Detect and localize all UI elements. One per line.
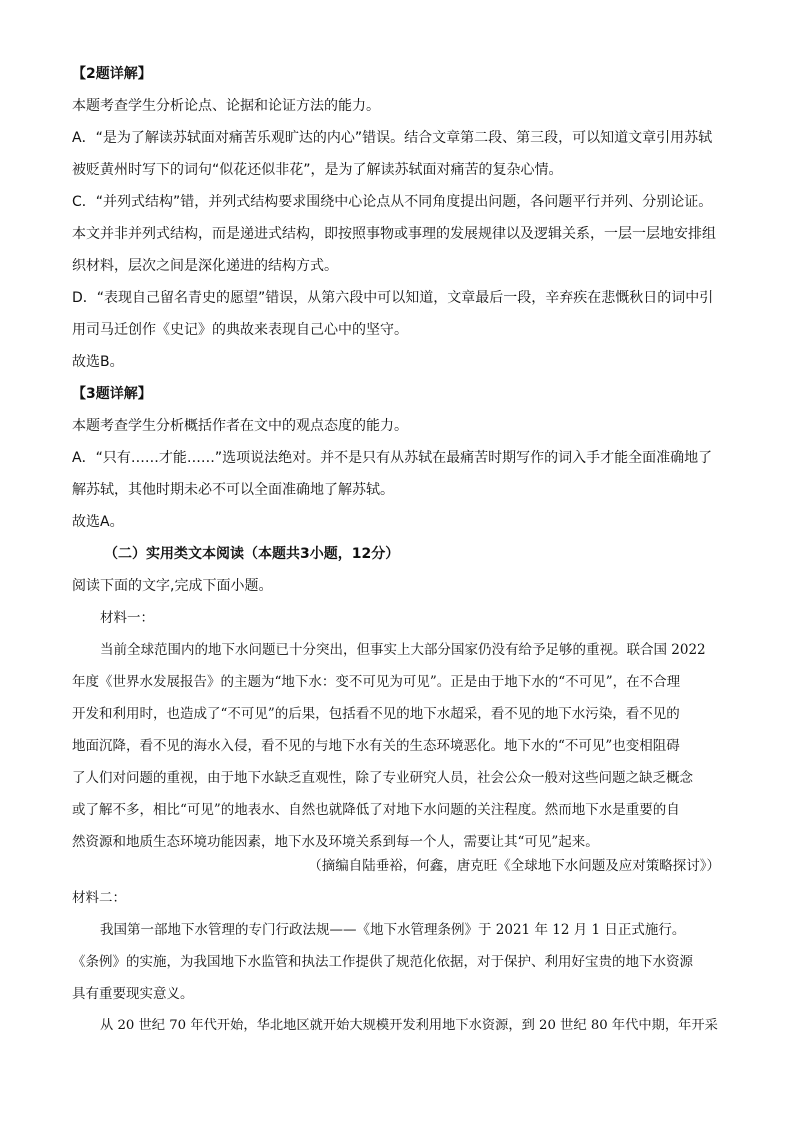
q2-option-d-line2: 用司马迁创作《史记》的典故来表现自己心中的坚守。: [72, 322, 408, 338]
q3-header: 【3题详解】: [72, 386, 152, 402]
material-1-line: 开发和利用时，也造成了“不可见”的后果，包括看不见的地下水超采，看不见的地下水污染，看不见的: [72, 706, 680, 722]
q2-option-c-line1: C．“并列式结构”错，并列式结构要求围绕中心论点从不同角度提出问题，各问题平行并列、分别论证。: [72, 194, 713, 210]
q3-option-a-line1: A．“只有……才能……”选项说法绝对。并不是只有从苏轼在最痛苦时期写作的词入手才能全面准确地了: [72, 450, 713, 466]
q2-header: 【2题详解】: [72, 66, 152, 82]
material-1-source: （摘编自陆垂裕，何鑫，唐克旺《全球地下水问题及应对策略探讨》）: [308, 858, 720, 874]
q3-answer: 故选A。: [72, 514, 124, 530]
q2-answer: 故选B。: [72, 354, 124, 370]
q2-option-c-line2: 本文并非并列式结构，而是递进式结构，即按照事物或事理的发展规律以及逻辑关系，一层一层地安排组: [72, 226, 716, 242]
material-1-line: 然资源和地质生态环境功能因素，地下水及环境关系到每一个人，需要让其“可见”起来。: [72, 834, 599, 850]
material-1-line: 了人们对问题的重视，由于地下水缺乏直观性，除了专业研究人员，社会公众一般对这些问题之缺乏概念: [72, 770, 693, 786]
material-1-label: 材料一：: [100, 610, 154, 626]
q2-option-a-line2: 被贬黄州时写下的词句“似花还似非花”，是为了解读苏轼面对痛苦的复杂心情。: [72, 162, 563, 178]
q3-intro: 本题考查学生分析概括作者在文中的观点态度的能力。: [72, 418, 408, 434]
q2-option-c-line3: 织材料，层次之间是深化递进的结构方式。: [72, 258, 338, 274]
material-1-line: 年度《世界水发展报告》的主题为“地下水：变不可见为可见”。正是由于地下水的“不可见”，在不合理: [72, 674, 681, 690]
q2-intro: 本题考查学生分析论点、论据和论证方法的能力。: [72, 98, 380, 114]
section-instruction: 阅读下面的文字,完成下面小题。: [72, 578, 273, 594]
material-2-label: 材料二：: [72, 890, 126, 906]
material-2-line: 具有重要现实意义。: [72, 986, 194, 1002]
section-title: （二）实用类文本阅读（本题共3小题，12分）: [104, 546, 400, 562]
material-2-line: 《条例》的实施，为我国地下水监管和执法工作提供了规范化依据，对于保护、利用好宝贵的地下水资源: [72, 954, 693, 970]
material-1-line: 或了解不多，相比“可见”的地表水、自然也就降低了对地下水问题的关注程度。然而地下水是重要的自: [72, 802, 680, 818]
material-2-line: 我国第一部地下水管理的专门行政法规——《地下水管理条例》于 2021 年 12 月 1 日正式施行。: [100, 922, 686, 938]
material-2-line: 从 20 世纪 70 年代开始，华北地区就开始大规模开发利用地下水资源，到 20 世纪 80 年代中期，年开采: [100, 1018, 718, 1033]
q2-option-d-line1: D．“表现自己留名青史的愿望”错误，从第六段中可以知道，文章最后一段，辛弃疾在悲慨秋日的词中引: [72, 290, 714, 306]
q3-option-a-line2: 解苏轼，其他时期未必不可以全面准确地了解苏轼。: [72, 482, 394, 498]
q2-option-a-line1: A．“是为了解读苏轼面对痛苦乐观旷达的内心”错误。结合文章第二段、第三段，可以知道文章引用苏轼: [72, 130, 713, 146]
material-1-line: 当前全球范围内的地下水问题已十分突出，但事实上大部分国家仍没有给予足够的重视。联合国 2022: [100, 642, 706, 658]
material-1-line: 地面沉降，看不见的海水入侵，看不见的与地下水有关的生态环境恶化。地下水的“不可见”也变相阻碍: [72, 738, 680, 754]
